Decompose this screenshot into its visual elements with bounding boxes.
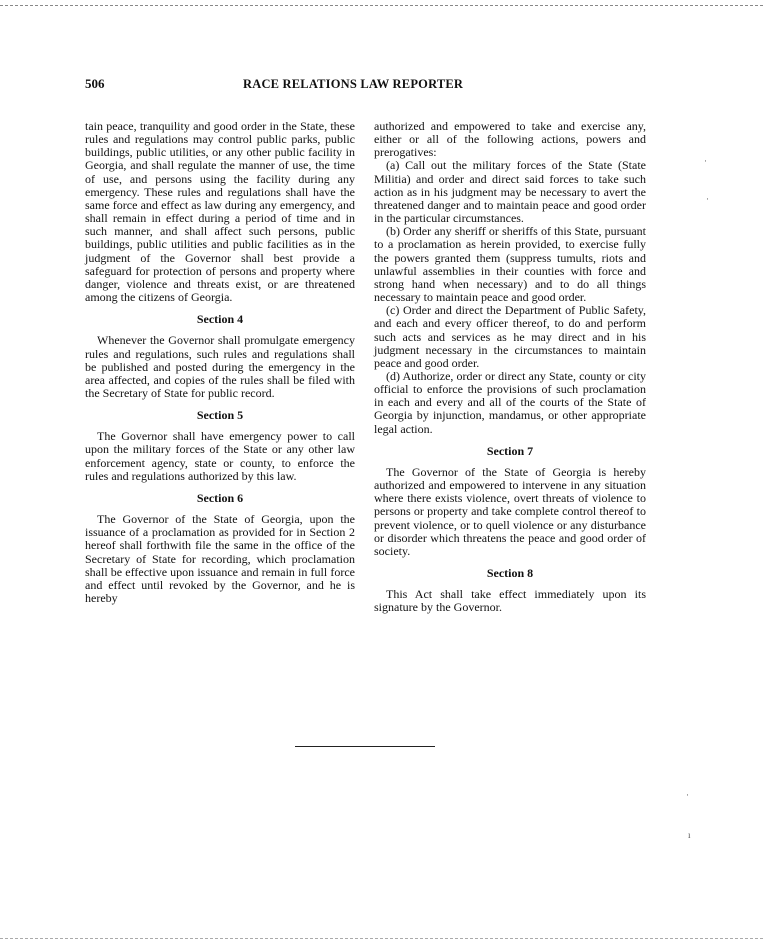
item-b: (b) Order any sheriff or sheriffs of this State, pursuant to a proclamation as herein provided, to exercise fully the powers granted them (suppress tumults, riots and unlawful assemblies in their counties with force and strong hand when necessary) and to do all things necessary to maintain peace and good order. xyxy=(374,224,646,305)
running-title: RACE RELATIONS LAW REPORTER xyxy=(243,77,464,91)
section-7-heading: Section 7 xyxy=(486,443,534,458)
section-5-text: The Governor shall have emergency power to call upon the military forces of the State or any other law enforcement agency, state or county, to enforce the rules and regulations authorized by this law. xyxy=(85,429,355,483)
section-8-heading: Section 8 xyxy=(486,566,534,580)
section-6-text: The Governor of the State of Georgia, upon the issuance of a proclamation as provided for in Section 2 hereof shall forthwith file the same in the office of the Secretary of State for recording, which proclamation shall be effective upon issuance and remain in full force and effect until revoked by the Governor, and he is hereby xyxy=(85,512,355,605)
item-a: (a) Call out the military forces of the State (State Militia) and order and direct said forces to take such action as in his judgment may be necessary to avert the threatened danger and to maintain peace and good order in the particular circumstances. xyxy=(374,158,646,226)
scan-bottom-edge xyxy=(0,938,763,939)
item-c: (c) Order and direct the Department of Public Safety, and each and every officer thereof, to do and perform such acts and services as he may direct and in his judgment necessary in the circumstances to maintain peace and good order. xyxy=(374,303,646,370)
left-column xyxy=(85,120,355,605)
scan-speck: ı xyxy=(688,830,691,840)
scan-top-edge xyxy=(0,5,763,6)
opening-paragraph: tain peace, tranquility and good order in the State, these rules and regulations may control public parks, public buildings, public utilities, or any other public facility in Georgia, and shall regulate the manner of use, the time of use, and persons using the facility during any emergency. These rules and regulations shall have the same force and effect as law during any emergency, and shall remain in effect during a period of time and in such manner, and shall affect such persons, public buildings, public utilities and public facilities as in the judgment of the Governor shall best provide a safeguard for protection of persons and property where danger, violence and threats exist, or are threatened among the citizens of Georgia. xyxy=(85,119,355,305)
section-5-heading: Section 5 xyxy=(196,408,244,423)
page-header xyxy=(85,76,645,94)
scan-speck: · xyxy=(686,790,689,800)
right-column xyxy=(374,120,646,614)
item-d: (d) Authorize, order or direct any State, county or city official to enforce the provisions of such proclamation in each and every and all of the courts of the State of Georgia by injunction, mandamus, or other appropriate legal action. xyxy=(374,368,646,436)
end-rule xyxy=(295,746,435,747)
scan-speck: · xyxy=(704,156,707,166)
page-number: 506 xyxy=(85,76,105,91)
section-7-text: The Governor of the State of Georgia is hereby authorized and empowered to intervene in any situation where there exists violence, overt threats of violence to persons or property and take complete control thereof to prevent violence, or to quell violence or any disturbance or disorder which threatens the peace and good order of society. xyxy=(374,464,646,558)
section-4-heading: Section 4 xyxy=(196,312,244,327)
section-8-text: This Act shall take effect immediately upon its signature by the Governor. xyxy=(374,587,646,615)
section-4-text: Whenever the Governor shall promulgate emergency rules and regulations, such rules and regulations shall be published and posted during the emergency in the area affected, and copies of the rules shall be filed with the Secretary of State for public record. xyxy=(85,333,355,400)
continuation-paragraph: authorized and empowered to take and exercise any, either or all of the following actions, powers and prerogatives: xyxy=(374,119,646,160)
section-6-heading: Section 6 xyxy=(196,490,244,505)
scan-speck: · xyxy=(706,194,709,204)
